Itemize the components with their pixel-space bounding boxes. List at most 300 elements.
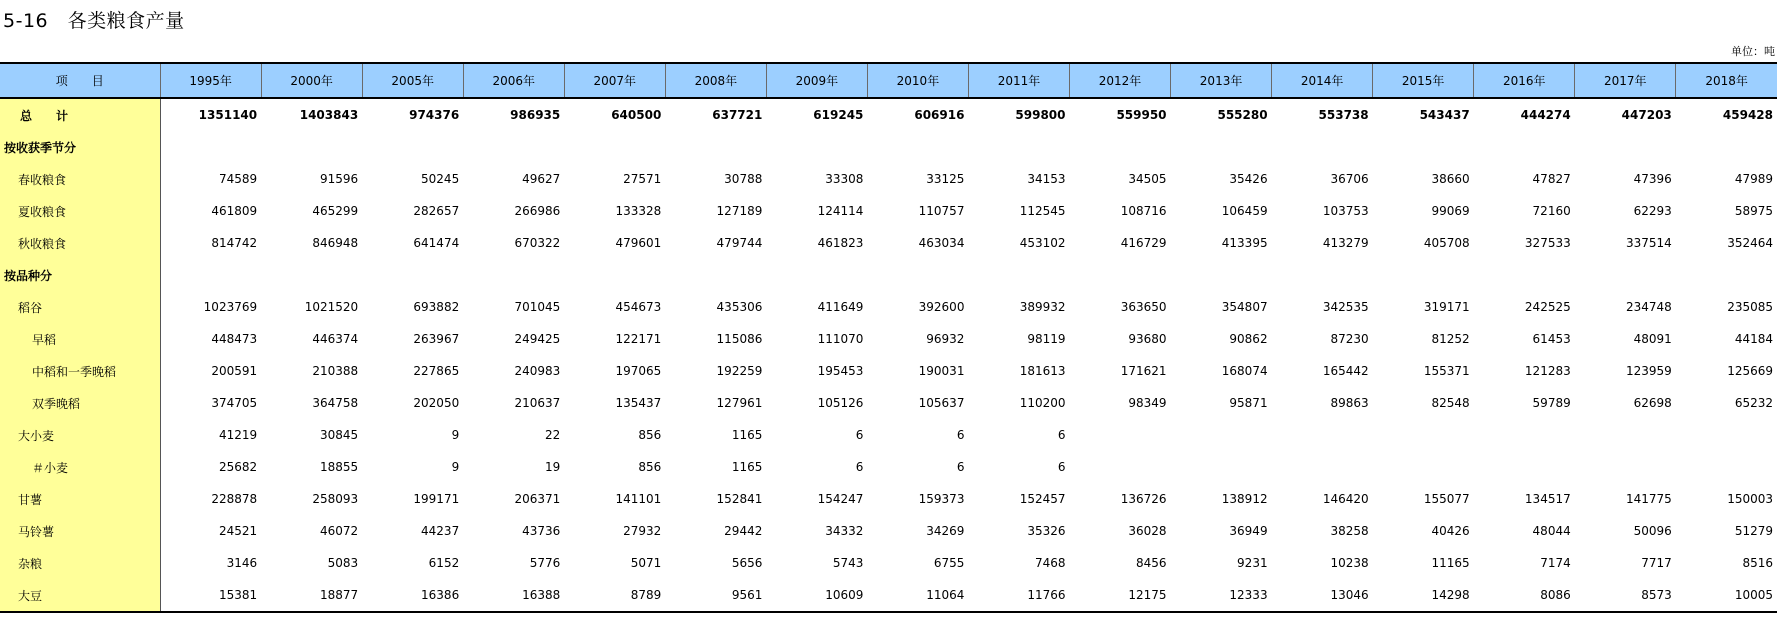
table-cell: 6755: [933, 556, 965, 570]
table-cell: [160, 131, 261, 163]
table-cell: 619245: [813, 108, 864, 122]
row-label: 夏收粮食: [0, 195, 160, 227]
table-cell: 112545: [1019, 204, 1066, 218]
table-cell: 235085: [1727, 300, 1773, 314]
table-cell: 234748: [1625, 300, 1672, 314]
table-cell: 814742: [211, 236, 258, 250]
table-cell: 46072: [319, 524, 359, 538]
table-cell: 110200: [1019, 396, 1066, 410]
row-label: 按收获季节分: [0, 131, 160, 163]
table-row: [0, 419, 1777, 451]
table-cell: 40426: [1431, 524, 1470, 538]
table-cell: [564, 259, 665, 291]
table-cell: 124114: [817, 204, 864, 218]
table-cell: 165442: [1322, 364, 1369, 378]
column-header-year: 1995年: [160, 63, 261, 98]
column-header-year: 2018年: [1676, 63, 1777, 98]
table-cell: 7717: [1641, 556, 1672, 570]
table-cell: 413395: [1221, 236, 1268, 250]
table-cell: 374705: [211, 396, 258, 410]
table-cell: 134517: [1524, 492, 1571, 506]
table-cell: 51279: [1734, 524, 1773, 538]
table-cell: 5071: [630, 556, 662, 570]
table-cell: 44184: [1734, 332, 1773, 346]
table-row: [0, 291, 1777, 323]
table-cell: 15381: [160, 579, 261, 612]
table-cell: 44237: [421, 524, 460, 538]
table-cell: 1021520: [304, 300, 359, 314]
table-cell: [1676, 419, 1777, 451]
table-cell: 641474: [413, 236, 460, 250]
table-cell: 263967: [413, 332, 460, 346]
table-cell: 447203: [1621, 108, 1672, 122]
table-row: [0, 547, 1777, 579]
table-cell: 637721: [712, 108, 763, 122]
table-cell: [463, 259, 564, 291]
table-cell: 266986: [514, 204, 561, 218]
table-cell: [665, 259, 766, 291]
table-cell: 7174: [1540, 556, 1571, 570]
table-cell: 10238: [1330, 556, 1369, 570]
unit-label: 单位：吨: [1731, 45, 1775, 58]
table-cell: 210388: [312, 364, 359, 378]
table-cell: 50096: [1633, 524, 1672, 538]
table-cell: [1575, 451, 1676, 483]
table-row: [0, 387, 1777, 419]
table-cell: 141775: [1625, 492, 1672, 506]
row-label: 早稻: [0, 323, 160, 355]
table-cell: [362, 259, 463, 291]
table-cell: 7468: [1034, 556, 1066, 570]
table-cell: [362, 131, 463, 163]
table-cell: 9231: [1237, 556, 1268, 570]
table-cell: 105637: [918, 396, 965, 410]
table-cell: 12175: [1070, 579, 1171, 612]
table-cell: [1272, 451, 1373, 483]
table-cell: 125669: [1727, 364, 1773, 378]
table-cell: 354807: [1221, 300, 1268, 314]
row-label: ＃小麦: [0, 451, 160, 483]
row-label: 大豆: [0, 579, 160, 612]
table-row: [0, 579, 1777, 612]
table-cell: 22: [544, 428, 561, 442]
table-cell: 11064: [867, 579, 968, 612]
column-header-year: 2006年: [463, 63, 564, 98]
table-category-row: [0, 259, 1777, 291]
table-cell: 640500: [611, 108, 662, 122]
table-cell: 282657: [413, 204, 460, 218]
table-cell: 463034: [918, 236, 965, 250]
table-cell: 8456: [1136, 556, 1167, 570]
table-cell: 190031: [918, 364, 965, 378]
table-cell: 48044: [1532, 524, 1571, 538]
table-cell: 135437: [615, 396, 662, 410]
table-cell: 16388: [463, 579, 564, 612]
table-cell: [261, 131, 362, 163]
table-cell: 13046: [1272, 579, 1373, 612]
table-cell: 33308: [825, 172, 864, 186]
table-cell: 181613: [1019, 364, 1066, 378]
column-header-year: 2000年: [261, 63, 362, 98]
table-cell: 342535: [1322, 300, 1369, 314]
table-cell: 10609: [766, 579, 867, 612]
table-cell: 34332: [825, 524, 864, 538]
table-cell: [1676, 131, 1777, 163]
table-cell: [261, 259, 362, 291]
table-cell: 93680: [1128, 332, 1167, 346]
table-cell: 9561: [665, 579, 766, 612]
table-cell: 36949: [1229, 524, 1268, 538]
table-cell: 459428: [1722, 108, 1773, 122]
table-cell: 47989: [1734, 172, 1773, 186]
table-cell: 411649: [817, 300, 864, 314]
table-cell: 1023769: [203, 300, 258, 314]
table-cell: 105126: [817, 396, 864, 410]
table-cell: 155371: [1423, 364, 1470, 378]
table-cell: 670322: [514, 236, 561, 250]
column-header-year: 2015年: [1373, 63, 1474, 98]
table-cell: [1474, 259, 1575, 291]
table-cell: [1373, 259, 1474, 291]
row-label: 双季晚稻: [0, 387, 160, 419]
table-cell: 133328: [615, 204, 662, 218]
table-cell: 701045: [514, 300, 561, 314]
table-cell: 327533: [1524, 236, 1571, 250]
table-cell: [1272, 259, 1373, 291]
table-cell: 171621: [1120, 364, 1167, 378]
table-cell: 364758: [312, 396, 359, 410]
row-label: 春收粮食: [0, 163, 160, 195]
table-cell: 461823: [817, 236, 864, 250]
row-label: 按品种分: [0, 259, 160, 291]
table-row: [0, 163, 1777, 195]
table-cell: [1070, 419, 1171, 451]
table-cell: 479601: [615, 236, 662, 250]
table-cell: [1171, 131, 1272, 163]
table-cell: 192259: [716, 364, 763, 378]
page-title: 5-16 各类粮食产量: [3, 10, 185, 32]
table-cell: 122171: [615, 332, 662, 346]
table-cell: 693882: [413, 300, 460, 314]
table-cell: 38258: [1330, 524, 1369, 538]
table-cell: 95871: [1229, 396, 1268, 410]
table-cell: 6: [855, 428, 864, 442]
table-cell: 11766: [968, 579, 1069, 612]
table-cell: 444274: [1520, 108, 1571, 122]
row-label: 稻谷: [0, 291, 160, 323]
table-cell: 150003: [1727, 492, 1773, 506]
table-cell: [1474, 419, 1575, 451]
table-cell: [564, 131, 665, 163]
table-cell: [463, 131, 564, 163]
table-cell: 543437: [1419, 108, 1470, 122]
table-cell: [1373, 419, 1474, 451]
table-cell: 6: [1057, 460, 1066, 474]
table-cell: 34269: [926, 524, 965, 538]
column-header-year: 2013年: [1171, 63, 1272, 98]
table-cell: 453102: [1019, 236, 1066, 250]
table-cell: 5776: [529, 556, 561, 570]
table-cell: 448473: [211, 332, 258, 346]
table-cell: 14298: [1373, 579, 1474, 612]
table-cell: 96932: [926, 332, 965, 346]
table-cell: 27571: [623, 172, 662, 186]
table-cell: 413279: [1322, 236, 1369, 250]
table-cell: 25682: [218, 460, 258, 474]
table-cell: 91596: [319, 172, 359, 186]
table-cell: 34505: [1128, 172, 1167, 186]
row-label: 大小麦: [0, 419, 160, 451]
table-cell: 127961: [716, 396, 763, 410]
table-cell: 5743: [832, 556, 864, 570]
row-label: 总 计: [0, 98, 160, 131]
table-body: [0, 98, 1777, 612]
table-total-row: [0, 98, 1777, 131]
table-cell: [1171, 451, 1272, 483]
table-cell: 87230: [1330, 332, 1369, 346]
table-cell: [766, 131, 867, 163]
table-cell: 98349: [1128, 396, 1167, 410]
table-cell: 389932: [1019, 300, 1066, 314]
table-cell: 90862: [1229, 332, 1268, 346]
table-cell: 47396: [1633, 172, 1672, 186]
table-cell: 35426: [1229, 172, 1268, 186]
table-cell: 33125: [926, 172, 965, 186]
table-cell: 197065: [615, 364, 662, 378]
column-header-year: 2010年: [867, 63, 968, 98]
table-cell: 24521: [218, 524, 258, 538]
table-row: [0, 483, 1777, 515]
table-cell: 555280: [1217, 108, 1268, 122]
table-cell: 48091: [1633, 332, 1672, 346]
table-cell: [867, 131, 968, 163]
table-cell: 599800: [1015, 108, 1066, 122]
table-cell: 110757: [918, 204, 965, 218]
table-cell: [1070, 451, 1171, 483]
table-cell: 146420: [1322, 492, 1369, 506]
column-header-item: [0, 63, 160, 98]
table-cell: 18855: [319, 460, 359, 474]
table-cell: 856: [638, 428, 662, 442]
table-cell: 454673: [615, 300, 662, 314]
table-row: [0, 451, 1777, 483]
table-cell: 121283: [1524, 364, 1571, 378]
table-cell: 446374: [312, 332, 359, 346]
table-cell: 36028: [1128, 524, 1167, 538]
table-cell: 74589: [218, 172, 258, 186]
table-cell: 136726: [1120, 492, 1167, 506]
table-cell: 155077: [1423, 492, 1470, 506]
table-cell: 36706: [1330, 172, 1369, 186]
table-cell: 856: [638, 460, 662, 474]
table-cell: 352464: [1727, 236, 1773, 250]
table-cell: [160, 259, 261, 291]
table-cell: 16386: [362, 579, 463, 612]
table-cell: 195453: [817, 364, 864, 378]
table-cell: 30788: [724, 172, 763, 186]
table-cell: 98119: [1027, 332, 1066, 346]
table-cell: [766, 259, 867, 291]
table-cell: 50245: [421, 172, 460, 186]
table-cell: 240983: [514, 364, 561, 378]
table-cell: 1165: [731, 428, 763, 442]
table-cell: 38660: [1431, 172, 1470, 186]
table-cell: [968, 259, 1069, 291]
table-cell: 416729: [1120, 236, 1167, 250]
table-cell: [1171, 419, 1272, 451]
table-category-row: [0, 131, 1777, 163]
table-cell: [1575, 259, 1676, 291]
table-cell: 846948: [312, 236, 359, 250]
table-cell: 5656: [731, 556, 763, 570]
table-cell: 202050: [413, 396, 460, 410]
table-cell: 168074: [1221, 364, 1268, 378]
table-cell: 461809: [211, 204, 258, 218]
table-cell: 227865: [413, 364, 460, 378]
table-cell: 62293: [1633, 204, 1672, 218]
table-cell: 3146: [226, 556, 258, 570]
table-cell: 82548: [1431, 396, 1470, 410]
table-cell: [1070, 259, 1171, 291]
table-cell: 43736: [522, 524, 561, 538]
table-cell: 106459: [1221, 204, 1268, 218]
table-cell: 553738: [1318, 108, 1369, 122]
table-cell: 337514: [1625, 236, 1672, 250]
table-cell: 18877: [261, 579, 362, 612]
table-cell: 9: [451, 460, 460, 474]
row-label: 马铃薯: [0, 515, 160, 547]
grain-production-table: [0, 62, 1777, 613]
table-cell: 435306: [716, 300, 763, 314]
column-header-year: 2011年: [968, 63, 1069, 98]
table-cell: 81252: [1431, 332, 1470, 346]
table-cell: 228878: [211, 492, 258, 506]
row-label: 杂粮: [0, 547, 160, 579]
table-cell: [1474, 131, 1575, 163]
table-cell: 159373: [918, 492, 965, 506]
table-cell: 6: [956, 428, 965, 442]
table-cell: 258093: [312, 492, 359, 506]
table-cell: [1070, 131, 1171, 163]
table-cell: 249425: [514, 332, 561, 346]
table-cell: 65232: [1734, 396, 1773, 410]
column-header-year: 2005年: [362, 63, 463, 98]
table-cell: 465299: [312, 204, 359, 218]
table-cell: 8516: [1742, 556, 1773, 570]
column-header-year: 2007年: [564, 63, 665, 98]
column-header-year: 2017年: [1575, 63, 1676, 98]
table-row: [0, 195, 1777, 227]
table-cell: 1403843: [299, 108, 359, 122]
table-header-row: [0, 63, 1777, 98]
table-cell: 6: [1057, 428, 1066, 442]
row-label: 甘薯: [0, 483, 160, 515]
table-cell: 8789: [564, 579, 665, 612]
table-cell: 210637: [514, 396, 561, 410]
table-cell: 127189: [716, 204, 763, 218]
table-cell: 1351140: [198, 108, 258, 122]
table-cell: 154247: [817, 492, 864, 506]
table-cell: 363650: [1120, 300, 1167, 314]
table-cell: 34153: [1027, 172, 1066, 186]
table-cell: 108716: [1120, 204, 1167, 218]
column-header-year: 2008年: [665, 63, 766, 98]
table-cell: 35326: [1027, 524, 1066, 538]
table-cell: 8573: [1575, 579, 1676, 612]
table-cell: 61453: [1532, 332, 1571, 346]
column-header-year: 2009年: [766, 63, 867, 98]
table-cell: 30845: [319, 428, 359, 442]
row-label: 秋收粮食: [0, 227, 160, 259]
table-cell: 99069: [1431, 204, 1470, 218]
table-cell: 123959: [1625, 364, 1672, 378]
table-cell: 58975: [1734, 204, 1773, 218]
table-cell: 103753: [1322, 204, 1369, 218]
table-row: [0, 355, 1777, 387]
table-cell: 5083: [327, 556, 359, 570]
table-cell: 405708: [1423, 236, 1470, 250]
row-label: 中稻和一季晚稻: [0, 355, 160, 387]
table-cell: 47827: [1532, 172, 1571, 186]
table-cell: 11165: [1431, 556, 1470, 570]
table-cell: 9: [451, 428, 460, 442]
table-cell: 152457: [1019, 492, 1066, 506]
table-cell: 6152: [428, 556, 460, 570]
table-cell: 974376: [409, 108, 460, 122]
table-row: [0, 227, 1777, 259]
table-cell: 29442: [724, 524, 763, 538]
column-header-year: 2016年: [1474, 63, 1575, 98]
column-header-year: 2012年: [1070, 63, 1171, 98]
table-cell: 41219: [218, 428, 258, 442]
table-cell: [1474, 451, 1575, 483]
table-cell: [665, 131, 766, 163]
table-cell: 19: [544, 460, 561, 474]
table-cell: 62698: [1633, 396, 1672, 410]
table-cell: 8086: [1474, 579, 1575, 612]
table-cell: [1575, 419, 1676, 451]
table-cell: 479744: [716, 236, 763, 250]
table-cell: 89863: [1330, 396, 1369, 410]
table-cell: [1272, 419, 1373, 451]
table-cell: 319171: [1423, 300, 1470, 314]
table-cell: 559950: [1116, 108, 1167, 122]
table-cell: [867, 259, 968, 291]
table-cell: [1676, 451, 1777, 483]
table-row: [0, 323, 1777, 355]
table-cell: 606916: [914, 108, 965, 122]
table-cell: 152841: [716, 492, 763, 506]
table-cell: 6: [855, 460, 864, 474]
table-cell: 59789: [1532, 396, 1571, 410]
table-cell: 49627: [522, 172, 561, 186]
table-cell: [1575, 131, 1676, 163]
table-row: [0, 515, 1777, 547]
table-cell: [1171, 259, 1272, 291]
table-cell: [1272, 131, 1373, 163]
table-cell: 986935: [510, 108, 561, 122]
table-cell: 138912: [1221, 492, 1268, 506]
table-cell: [968, 131, 1069, 163]
table-cell: [1676, 259, 1777, 291]
column-header-year: 2014年: [1272, 63, 1373, 98]
table-cell: 27932: [623, 524, 662, 538]
table-cell: 141101: [615, 492, 662, 506]
column-header-item-label: 项 目: [55, 74, 104, 88]
table-cell: 206371: [514, 492, 561, 506]
table-cell: 200591: [211, 364, 258, 378]
table-cell: [1373, 451, 1474, 483]
